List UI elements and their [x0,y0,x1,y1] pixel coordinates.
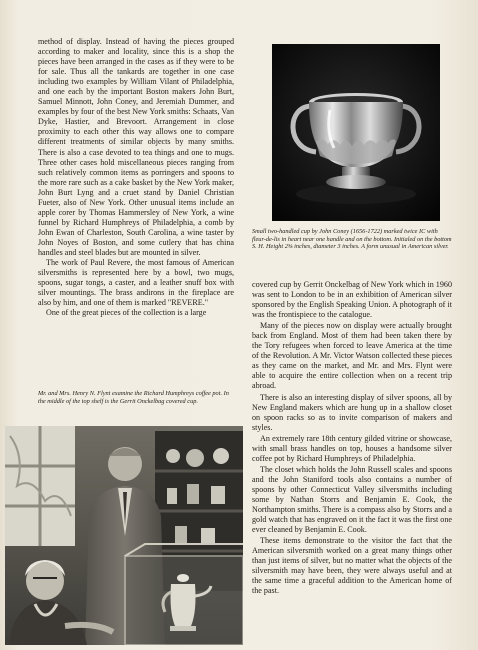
right-paragraph-5: The closet which holds the John Russell scales and spoons and the John Staniford tools also contains a number of spoons by other Connecticut Valley silversmiths including some by Nathan Storrs and Benjamin E. Cook, the Northampton smiths. There is a compass also by Storrs and a gold watch that has engraved on it the fact it was the first one ever cleaned by Benjamin E. Cook. [252,464,452,535]
right-paragraph-2: Many of the pieces now on display were actually brought back from England. Most of them had been taken there by the Tory refugees when forced to leave America at the time of the Revolution. A Mr. Victor Watson collected these pieces as they came on the market, and Mr. and Mrs. Flynt were able to acquire the entire collection when on a recent trip abroad. [252,321,452,391]
silver-cup-caption: Small two-handled cup by John Coney (1656-1722) marked twice IC with fleur-de-lis in heart near one handle and on the bottom. Initialed on the bottom S. H. Height 2⅝ inches, diameter 3 inches. A form unusual in American silver. [252,228,452,251]
right-text-column [252,280,452,596]
right-paragraph-3: There is also an interesting display of silver spoons, all by New England makers which are hung up in a shallow closet on spoon racks so as to invite comparison of makers and styles. [252,392,452,432]
flynt-couple-photo [5,426,243,645]
right-paragraph-4: An extremely rare 18th century gilded vitrine or showcase, with small brass handles on top, houses a handsome silver coffee pot by Richard Humphreys of Philadelphia. [252,433,452,463]
silver-cup-photo [272,44,440,221]
room-photo-caption: Mr. and Mrs. Henry N. Flynt examine the Richard Humphreys coffee pot. In the middle of the top shelf is the Gerrit Onckelbag covered cup. [38,390,229,405]
right-paragraph-1: covered cup by Gerrit Onckelbag of New York which in 1960 was sent to London to be in an exhibition of American silver sponsored by the English Speaking Union. A photograph of it was the frontispiece to the catalogue. [252,280,452,320]
left-paragraph-1: method of display. Instead of having the pieces grouped according to maker and locality, since this is a shop the pieces have been arranged in the cases as if they were to be for sale. Thus all the tankards are together in one case including two examples by William Vilant of Philadelphia, and one each by the important Boston makers John Burt, Samuel Minnott, John Coney, and Jeremiah Dummer, and examples by four of the best New York smiths: Schaats, Van Dyke, Hastier, and Brevoort. Arrangement in close proximity to each other this way allows one to compare different treatments of similar objects by many smiths. There is also a case devoted to tea things and one to mugs. Three other cases hold miscellaneous pieces ranging from such relatively common items as porringers and spoons to the more rare such as a cake basket by the New York maker, John Burt Lyng and a cruet stand by Daniel Christian Fueter, also of New York. Other unusual items include an apple corer by Thomas Hammersley of New York, a wine funnel by Richard Humphreys of Philadelphia, a comb by John Ewan of Charleston, South Carolina, a wine taster by John Noyes of Boston, and some cutlery that has china handles and steel blades but are mounted in silver. [38,37,234,257]
left-text-column [38,37,234,318]
right-paragraph-6: These items demonstrate to the visitor the fact that the American silversmith worked on a great many things other than just items of silver, but no matter what the objects of the silversmith may have been, they were always useful and at the same time a graceful addition to the American home of the past. [252,536,452,596]
left-paragraph-3: One of the great pieces of the collection is a large [46,308,207,318]
left-paragraph-2: The work of Paul Revere, the most famous of American silversmiths is represented here by a bowl, two mugs, spoons, sugar tongs, a caster, and a leather snuff box with silver mountings. The brass andirons in the fireplace are also by him, and one of them is marked "REVERE." [38,258,234,308]
